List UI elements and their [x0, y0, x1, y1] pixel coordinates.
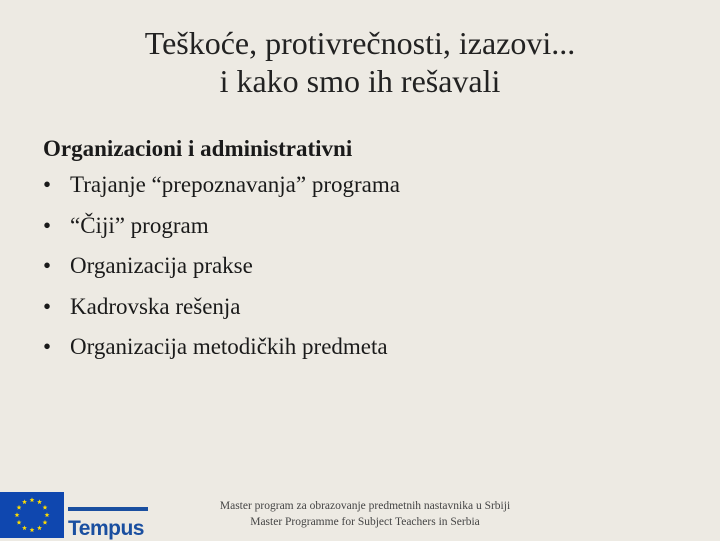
tempus-logo	[0, 490, 150, 540]
tempus-wordmark: Tempus	[68, 517, 144, 540]
star-icon	[37, 499, 42, 504]
bullet-item	[43, 246, 683, 287]
footer-line-2: Master Programme for Subject Teachers in Serbia	[250, 516, 480, 528]
eu-stars	[0, 492, 64, 538]
bullet-item	[43, 327, 683, 368]
bullet-item	[43, 206, 683, 247]
star-icon	[45, 512, 50, 517]
bullet-text: Organizacija prakse	[70, 253, 253, 278]
star-icon	[22, 525, 27, 530]
bullet-marker: •	[43, 212, 52, 238]
bullet-marker: •	[43, 172, 52, 197]
section-heading: Organizacioni i administrativni	[43, 136, 353, 161]
bullet-text: Kadrovska rešenja	[70, 293, 241, 319]
footer	[190, 498, 540, 530]
slide-title-line-2: i kako smo ih rešavali	[219, 63, 501, 99]
star-icon	[43, 505, 48, 510]
star-icon	[43, 520, 48, 525]
star-icon	[15, 512, 20, 517]
star-icon	[17, 505, 22, 510]
star-icon	[22, 499, 27, 504]
footer-line-1: Master program za obrazovanje predmetnih nastavnika u Srbiji	[219, 500, 511, 512]
slide-body	[43, 133, 683, 368]
tempus-bar	[68, 507, 148, 511]
eu-flag-icon	[0, 492, 64, 538]
bullet-text: Trajanje “prepoznavanja” programa	[70, 172, 400, 197]
slide-title-line-1: Teškoće, protivrečnosti, izazovi...	[144, 25, 576, 61]
bullet-text: “Čiji” program	[70, 212, 209, 238]
star-icon	[30, 527, 35, 532]
bullet-item	[43, 287, 683, 328]
bullet-marker: •	[43, 334, 52, 359]
star-icon	[30, 497, 35, 502]
star-icon	[17, 520, 22, 525]
bullet-item	[43, 165, 683, 206]
star-icon	[37, 525, 42, 530]
slide-title	[0, 24, 720, 100]
bullet-list	[43, 165, 683, 368]
bullet-marker: •	[43, 293, 52, 319]
bullet-text: Organizacija metodičkih predmeta	[70, 334, 388, 359]
bullet-marker: •	[43, 253, 52, 278]
